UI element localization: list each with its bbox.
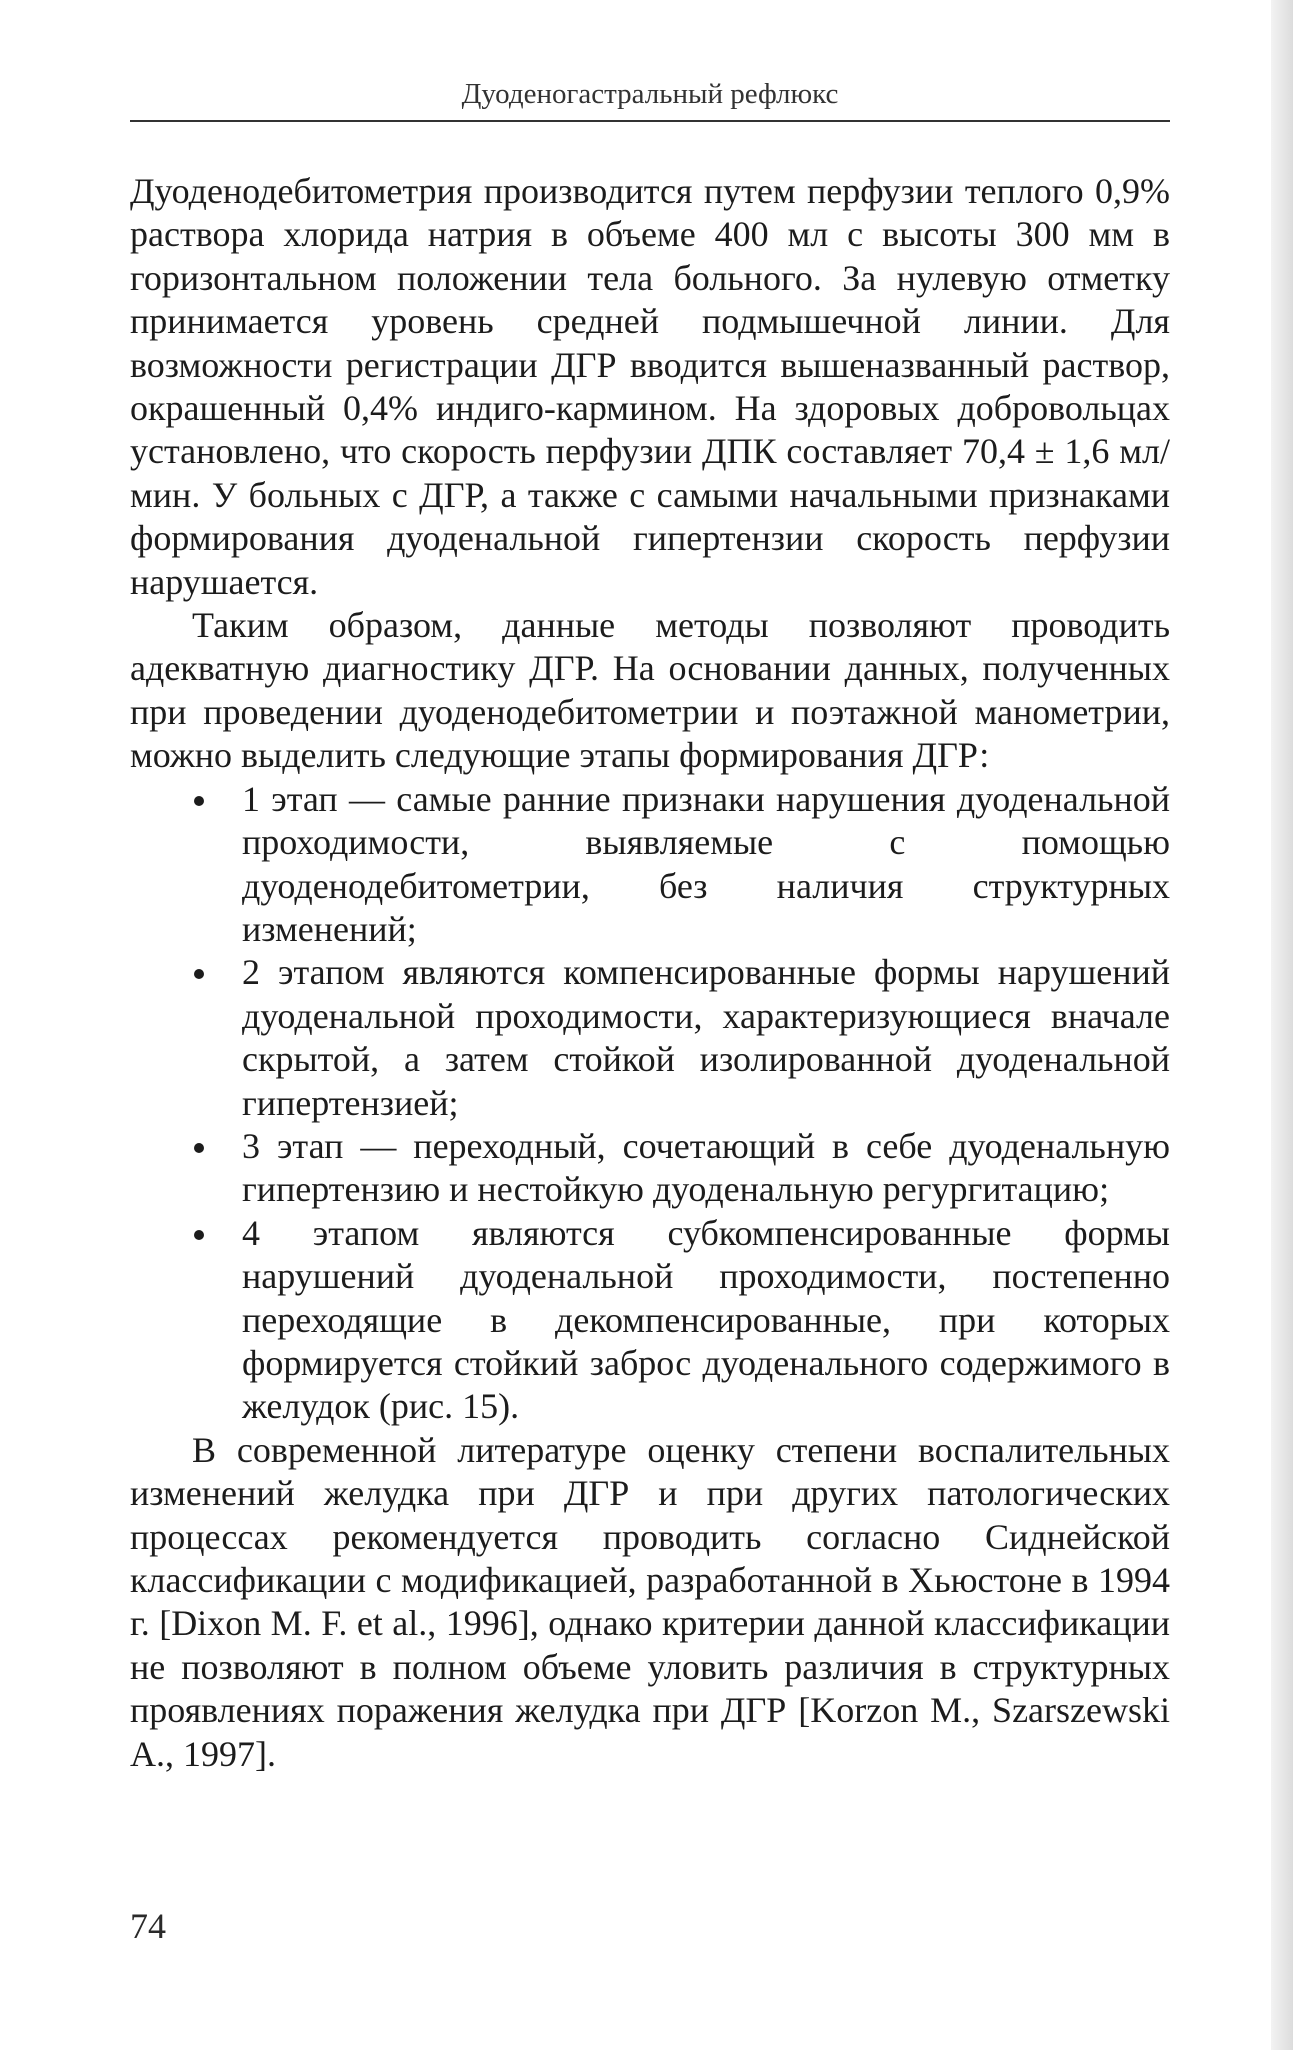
list-item <box>130 1125 1170 1212</box>
list-item <box>130 1212 1170 1429</box>
running-header: Дуоденогастральный рефлюкс <box>461 78 839 110</box>
header-rule <box>130 120 1170 122</box>
paragraph-classification: В современной литературе оценку степени воспалительных изменений желудка при ДГР и при других патологических процессах рекомендуется проводить согласно Сиднейской классификации с модификацией, разработанной в Хьюстоне в 1994 г. [Dixon M. F. et al., 1996], однако критерии данной классификации не позволяют в полном объеме уловить различия в структурных проявлениях поражения желудка при ДГР [Korzon M., Szarszewski A., 1997]. <box>130 1429 1170 1774</box>
bullet-icon <box>194 796 204 806</box>
bullet-icon <box>194 969 204 979</box>
bullet-icon <box>194 1143 204 1153</box>
page-edge <box>1271 0 1293 2050</box>
list-item <box>130 951 1170 1125</box>
list-item-text: 1 этап — самые ранние признаки нарушения дуоденальной проходимости, выявляемые с помощью дуоденодебитометрии, без наличия структурных изменений; <box>242 778 1170 949</box>
stages-list <box>130 778 1170 1429</box>
paragraph-conclusion: Таким образом, данные методы позволяют проводить адекватную диагностику ДГР. На основании данных, полученных при проведении дуоденодебитометрии и поэтажной манометрии, можно выделить следующие этапы формирования ДГР: <box>130 605 1170 776</box>
list-item <box>130 778 1170 952</box>
page-number: 74 <box>130 1906 166 1946</box>
list-item-text: 3 этап — переходный, сочетающий в себе дуоденальную гипертензию и нестойкую дуоденальную регургитацию; <box>242 1125 1170 1210</box>
main-text <box>130 170 1170 1776</box>
paragraph-debitometry: Дуоденодебитометрия производится путем перфузии теплого 0,9% раствора хлорида натрия в объеме 400 мл с высоты 300 мм в горизонтальном положении тела больного. За нулевую отметку принимается уровень средней подмышечной линии. Для возможности регистрации ДГР вводится вышеназванный раствор, окрашенный 0,4% индиго-кармином. На здоровых добровольцах установлено, что скорость перфузии ДПК составляет 70,4 ± 1,6 мл/мин. У больных с ДГР, а также с самыми начальными признаками формирования дуоденальной гипертензии скорость перфузии нарушается. <box>130 171 1170 602</box>
bullet-icon <box>194 1230 204 1240</box>
list-item-text: 2 этапом являются компенсированные формы нарушений дуоденальной проходимости, характеризующиеся вначале скрытой, а затем стойкой изолированной дуоденальной гипертензией; <box>242 952 1170 1123</box>
list-item-text: 4 этапом являются субкомпенсированные формы нарушений дуоденальной проходимости, постепенно переходящие в декомпенсированные, при которых формируется стойкий заброс дуоденального содержимого в желудок (рис. 15). <box>242 1212 1170 1427</box>
